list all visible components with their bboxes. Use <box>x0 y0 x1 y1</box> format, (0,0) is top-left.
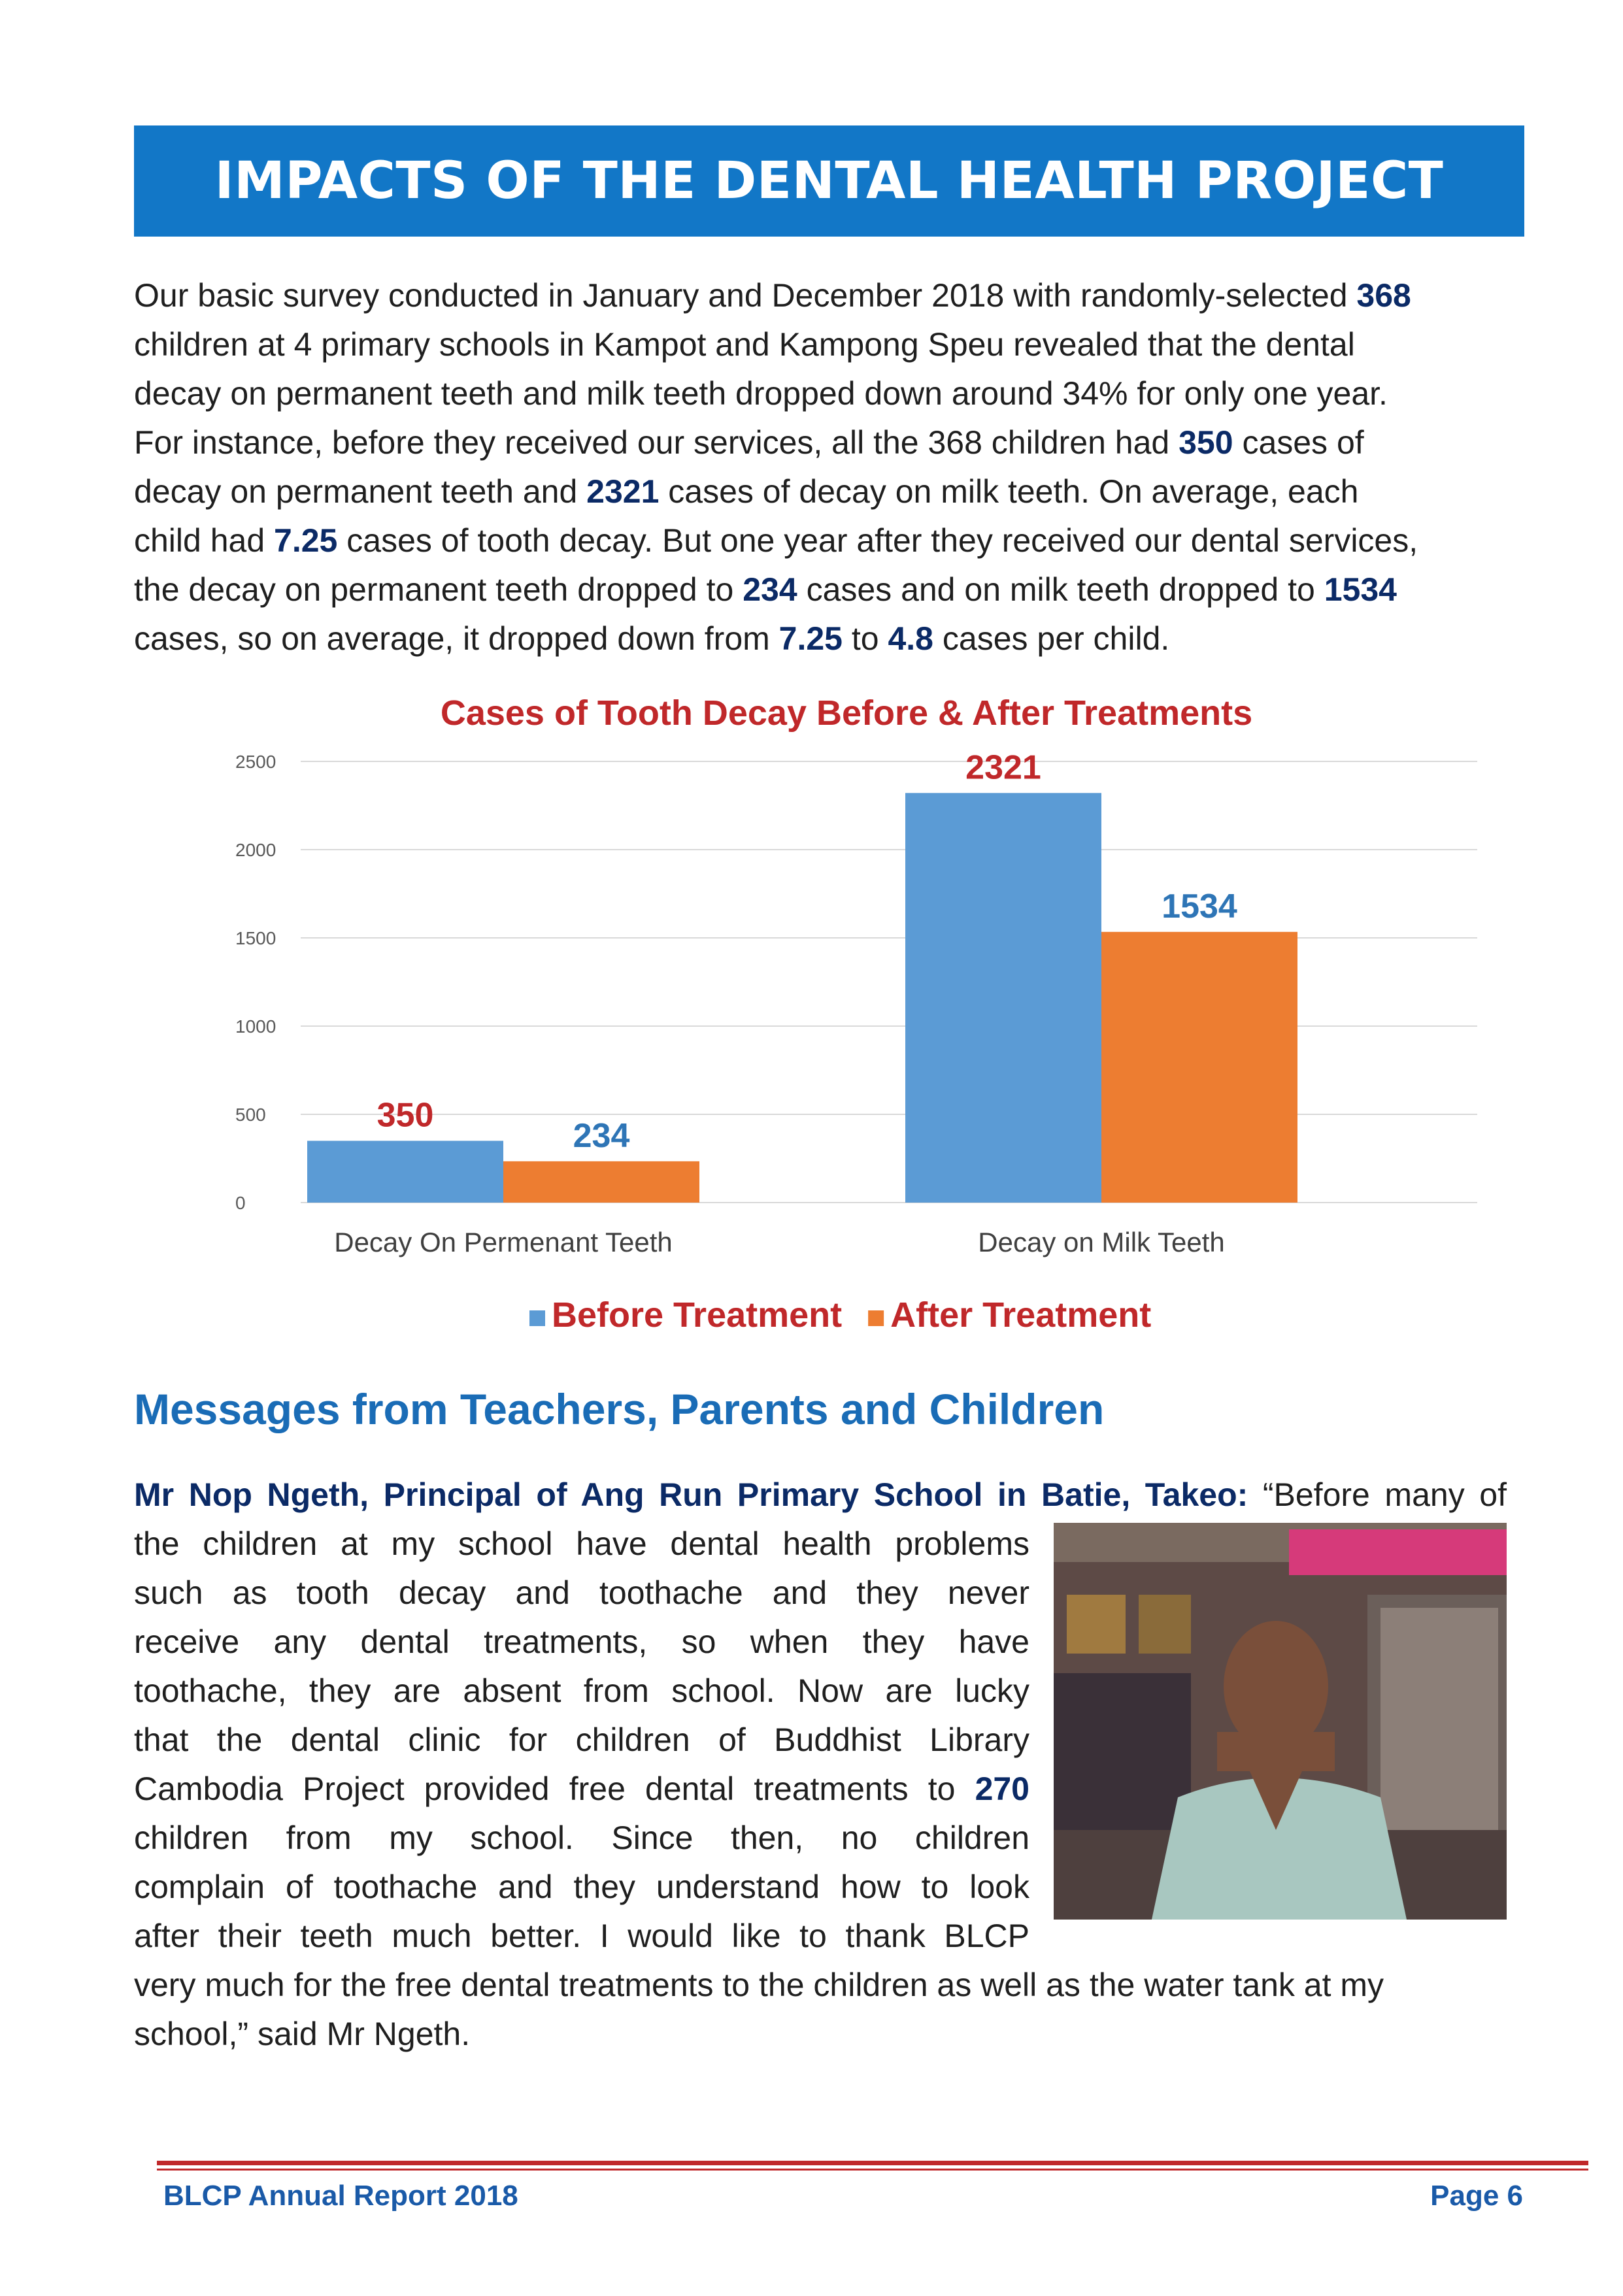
quote-line: school,” said Mr Ngeth. <box>134 2016 471 2052</box>
intro-line: decay on permanent teeth and 2321 cases of decay on milk teeth. On average, each <box>134 473 1359 510</box>
chart-svg <box>196 686 1497 1346</box>
data-label: 2321 <box>965 748 1041 787</box>
quote-line: the children at my school have dental health problems <box>134 1525 1029 1562</box>
quote-intro: Mr Nop Ngeth, Principal of Ang Run Primary School in Batie, Takeo: “Before many of <box>134 1476 1507 1513</box>
title-banner <box>134 125 1524 237</box>
quote-line: receive any dental treatments, so when they have <box>134 1623 1029 1660</box>
data-label: 234 <box>573 1116 630 1155</box>
intro-line: the decay on permanent teeth dropped to 234 cases and on milk teeth dropped to 1534 <box>134 571 1397 608</box>
legend-label: After Treatment <box>890 1295 1152 1335</box>
footer-page-number: Page 6 <box>1430 2180 1523 2212</box>
quote-line: children from my school. Since then, no children <box>134 1820 1029 1856</box>
y-tick-label: 1500 <box>235 928 276 948</box>
principal-photo <box>1054 1523 1507 1920</box>
footer-divider-thin <box>157 2169 1588 2171</box>
tooth-decay-chart <box>196 686 1497 1346</box>
data-label: 350 <box>376 1096 434 1135</box>
intro-line: decay on permanent teeth and milk teeth dropped down around 34% for only one year. <box>134 375 1388 412</box>
y-tick-label: 500 <box>235 1105 266 1125</box>
legend-swatch <box>529 1310 545 1326</box>
quote-ending <box>134 1961 1507 2059</box>
bar <box>1101 932 1297 1203</box>
quote-line: after their teeth much better. I would like to thank BLCP <box>134 1918 1029 1954</box>
intro-line: cases, so on average, it dropped down from 7.25 to 4.8 cases per child. <box>134 620 1170 657</box>
quote-line: toothache, they are absent from school. Now are lucky <box>134 1672 1029 1709</box>
chart-title: Cases of Tooth Decay Before & After Treatments <box>440 693 1253 733</box>
bar <box>905 793 1101 1203</box>
speaker-name: Mr Nop Ngeth, Principal of Ang Run Primary School in Batie, Takeo: <box>134 1476 1248 1513</box>
page-title: IMPACTS OF THE DENTAL HEALTH PROJECT <box>214 152 1444 210</box>
quote-line: such as tooth decay and toothache and they never <box>134 1574 1029 1611</box>
footer-divider <box>157 2161 1588 2165</box>
y-tick-label: 2500 <box>235 752 276 772</box>
category-label: Decay on Milk Teeth <box>978 1227 1225 1257</box>
category-label: Decay On Permenant Teeth <box>334 1227 673 1257</box>
photo-illustration <box>1054 1523 1507 1920</box>
intro-line: children at 4 primary schools in Kampot and Kampong Speu revealed that the dental <box>134 326 1355 363</box>
intro-line: Our basic survey conducted in January and December 2018 with randomly-selected 368 <box>134 277 1411 314</box>
quote-body <box>134 1520 1029 1961</box>
intro-line: child had 7.25 cases of tooth decay. But one year after they received our dental services, <box>134 522 1418 559</box>
bar <box>307 1141 503 1203</box>
quote-line: Cambodia Project provided free dental treatments to 270 <box>134 1771 1029 1807</box>
quote-line: very much for the free dental treatments to the children as well as the water tank at my <box>134 1967 1384 2003</box>
messages-heading: Messages from Teachers, Parents and Children <box>134 1385 1105 1433</box>
y-tick-label: 2000 <box>235 840 276 860</box>
data-label: 1534 <box>1162 887 1237 925</box>
footer-report-title: BLCP Annual Report 2018 <box>163 2180 518 2212</box>
y-tick-label: 1000 <box>235 1016 276 1037</box>
legend-swatch <box>868 1310 884 1326</box>
intro-paragraph <box>134 271 1507 663</box>
intro-line: For instance, before they received our services, all the 368 children had 350 cases of <box>134 424 1364 461</box>
y-tick-label: 0 <box>235 1193 246 1213</box>
quote-line: that the dental clinic for children of Buddhist Library <box>134 1722 1029 1758</box>
bar <box>503 1161 699 1203</box>
legend-label: Before Treatment <box>552 1295 843 1335</box>
quote-line: complain of toothache and they understand how to look <box>134 1869 1029 1905</box>
